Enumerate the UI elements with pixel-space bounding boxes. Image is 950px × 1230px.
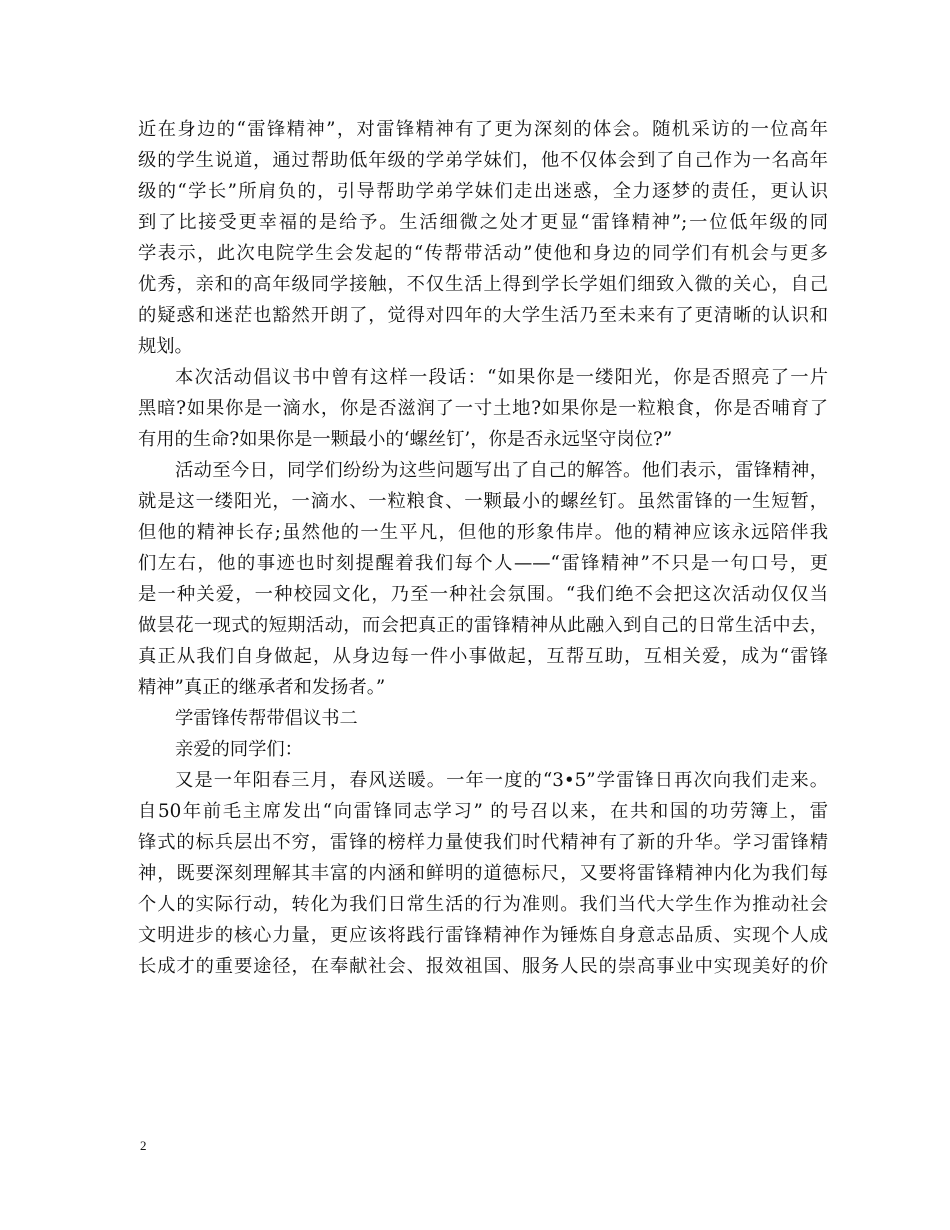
text-line: 真正从我们自身做起，从身边每一件小事做起，互帮互助，互相关爱，成为“雷锋: [138, 646, 828, 667]
text-line: 是一种关爱，一种校园文化，乃至一种社会氛围。“我们绝不会把这次活动仅仅当: [138, 584, 828, 605]
text-line: 自50年前毛主席发出“向雷锋同志学习” 的号召以来，在共和国的功劳簿上，雷: [138, 801, 828, 822]
text-line: 精神”真正的继承者和发扬者。”: [138, 677, 386, 698]
salutation: 亲爱的同学们：: [175, 739, 303, 760]
text-line: 做昙花一现式的短期活动，而会把真正的雷锋精神从此融入到自己的日常生活中去，: [138, 615, 828, 636]
text-line: 个人的实际行动，转化为我们日常生活的行为准则。我们当代大学生作为推动社会: [138, 894, 828, 915]
text-line: 优秀，亲和的高年级同学接触，不仅生活上得到学长学姐们细致入微的关心，自己: [138, 274, 828, 295]
text-line: 就是这一缕阳光，一滴水、一粒粮食、一颗最小的螺丝钉。虽然雷锋的一生短暂，: [138, 491, 828, 512]
text-line: 有用的生命?如果你是一颗最小的‘螺丝钉’，你是否永远坚守岗位?”: [138, 429, 673, 450]
text-line: 长成才的重要途径，在奉献社会、报效祖国、服务人民的崇高事业中实现美好的价: [138, 956, 828, 977]
text-line: 本次活动倡议书中曾有这样一段话：“如果你是一缕阳光，你是否照亮了一片: [175, 367, 828, 388]
text-line: 活动至今日，同学们纷纷为这些问题写出了自己的解答。他们表示，雷锋精神，: [175, 460, 828, 481]
text-line: 到了比接受更幸福的是给予。生活细微之处才更显“雷锋精神”;一位低年级的同: [138, 212, 828, 233]
text-line: 级的学生说道，通过帮助低年级的学弟学妹们，他不仅体会到了自己作为一名高年: [138, 150, 828, 171]
text-line: 但他的精神长存;虽然他的一生平凡，但他的形象伟岸。他的精神应该永远陪伴我: [138, 522, 828, 543]
document-body: [138, 114, 828, 982]
section-heading: 学雷锋传帮带倡议书二: [175, 708, 358, 729]
text-line: 规划。: [138, 336, 193, 357]
text-line: 级的“学长”所肩负的，引导帮助学弟学妹们走出迷惑，全力逐梦的责任，更认识: [138, 181, 828, 202]
text-line: 锋式的标兵层出不穷，雷锋的榜样力量使我们时代精神有了新的升华。学习雷锋精: [138, 832, 828, 853]
text-line: 们左右，他的事迹也时刻提醒着我们每个人——“雷锋精神”不只是一句口号，更: [138, 553, 828, 574]
text-line: 近在身边的“雷锋精神”，对雷锋精神有了更为深刻的体会。随机采访的一位高年: [138, 119, 828, 140]
page-number: 2: [140, 1138, 147, 1153]
text-line: 黑暗?如果你是一滴水，你是否滋润了一寸土地?如果你是一粒粮食，你是否哺育了: [138, 398, 828, 419]
text-line: 神，既要深刻理解其丰富的内涵和鲜明的道德标尺，又要将雷锋精神内化为我们每: [138, 863, 828, 884]
text-line: 的疑惑和迷茫也豁然开朗了，觉得对四年的大学生活乃至未来有了更清晰的认识和: [138, 305, 828, 326]
text-line: 又是一年阳春三月，春风送暖。一年一度的“3•5”学雷锋日再次向我们走来。: [175, 770, 828, 791]
text-line: 学表示，此次电院学生会发起的“传帮带活动”使他和身边的同学们有机会与更多: [138, 243, 828, 264]
text-line: 文明进步的核心力量，更应该将践行雷锋精神作为锤炼自身意志品质、实现个人成: [138, 925, 828, 946]
